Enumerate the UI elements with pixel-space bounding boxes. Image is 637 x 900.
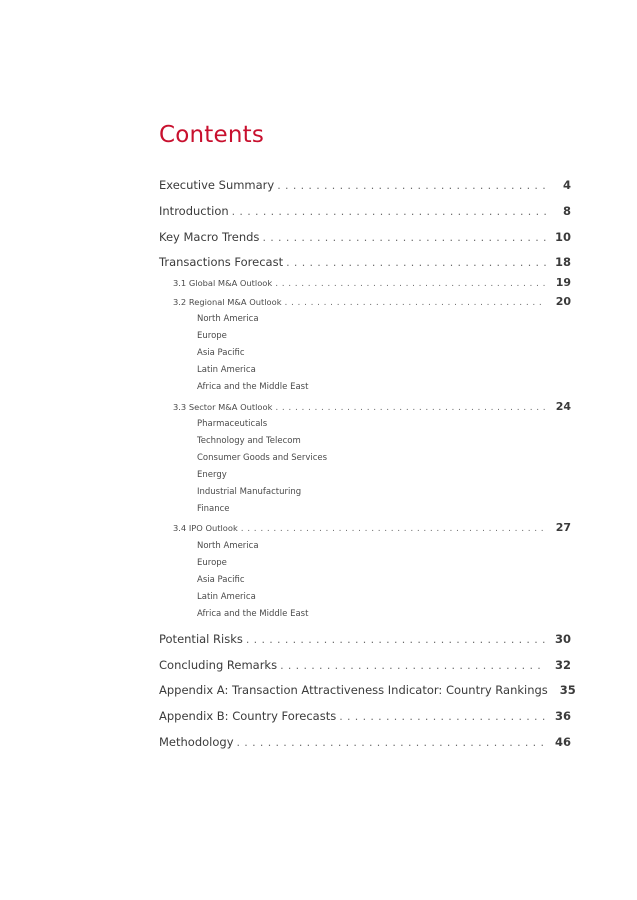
toc-subitem: Europe xyxy=(197,558,227,568)
dot-leader xyxy=(275,279,546,289)
toc-entry-appendix-b[interactable] xyxy=(159,709,571,729)
toc-subitem: Industrial Manufacturing xyxy=(197,487,302,497)
toc-subitem: Asia Pacific xyxy=(197,575,245,585)
toc-entry-global-ma-outlook[interactable] xyxy=(173,276,571,296)
toc-page-number: 18 xyxy=(554,255,571,269)
toc-entry-key-macro-trends[interactable] xyxy=(159,230,571,250)
toc-entry-title: 3.1 Global M&A Outlook xyxy=(173,278,273,288)
toc-subitem: Energy xyxy=(197,470,227,480)
toc-page-number: 35 xyxy=(559,683,576,697)
dot-leader xyxy=(285,298,546,308)
toc-entry-title: Transactions Forecast xyxy=(159,255,284,269)
toc-entry-title: 3.4 IPO Outlook xyxy=(173,523,238,533)
toc-page-number: 46 xyxy=(554,735,571,749)
toc-page-number: 27 xyxy=(555,521,571,534)
toc-entry-title: 3.3 Sector M&A Outlook xyxy=(173,402,273,412)
toc-entry-title: Potential Risks xyxy=(159,632,243,646)
toc-entry-transactions-forecast[interactable] xyxy=(159,255,571,275)
dot-leader xyxy=(339,710,546,723)
dot-leader xyxy=(275,403,546,413)
toc-entry-title: Key Macro Trends xyxy=(159,230,260,244)
toc-subitem: Technology and Telecom xyxy=(197,436,301,446)
toc-page-number: 10 xyxy=(554,230,571,244)
toc-entry-methodology[interactable] xyxy=(159,735,571,755)
toc-entry-title: Methodology xyxy=(159,735,234,749)
toc-entry-title: Introduction xyxy=(159,204,229,218)
toc-subitem: Europe xyxy=(197,331,227,341)
dot-leader xyxy=(241,524,546,534)
toc-subitem: Asia Pacific xyxy=(197,348,245,358)
toc-page-number: 19 xyxy=(555,276,571,289)
toc-page-number: 32 xyxy=(554,658,571,672)
dot-leader xyxy=(286,256,546,269)
toc-entry-potential-risks[interactable] xyxy=(159,632,571,652)
dot-leader xyxy=(246,633,546,646)
page-title: Contents xyxy=(159,122,265,148)
toc-page-number: 8 xyxy=(562,204,571,218)
toc-entry-title: Concluding Remarks xyxy=(159,658,278,672)
toc-entry-executive-summary[interactable] xyxy=(159,178,571,198)
toc-subitem: Latin America xyxy=(197,592,256,602)
toc-entry-concluding-remarks[interactable] xyxy=(159,658,571,678)
dot-leader xyxy=(237,736,546,749)
dot-leader xyxy=(232,205,546,218)
toc-subitem: Finance xyxy=(197,504,230,514)
dot-leader xyxy=(280,659,546,672)
dot-leader xyxy=(262,231,546,244)
toc-subitem: North America xyxy=(197,541,259,551)
toc-entry-title: 3.2 Regional M&A Outlook xyxy=(173,297,282,307)
toc-subitem: Consumer Goods and Services xyxy=(197,453,328,463)
toc-subitem: Africa and the Middle East xyxy=(197,382,309,392)
toc-subitem: North America xyxy=(197,314,259,324)
toc-entry-sector-ma-outlook[interactable] xyxy=(173,400,571,420)
toc-page-number: 36 xyxy=(554,709,571,723)
toc-entry-title: Appendix A: Transaction Attractiveness Indicator: Country Rankings xyxy=(159,683,548,697)
toc-page-number: 24 xyxy=(555,400,571,413)
toc-page-number: 4 xyxy=(562,178,571,192)
toc-subitem: Pharmaceuticals xyxy=(197,419,268,429)
toc-subitem: Latin America xyxy=(197,365,256,375)
toc-subitem: Africa and the Middle East xyxy=(197,609,309,619)
toc-entry-title: Executive Summary xyxy=(159,178,275,192)
toc-page-number: 20 xyxy=(555,295,571,308)
toc-page-number: 30 xyxy=(554,632,571,646)
toc-entry-regional-ma-outlook[interactable] xyxy=(173,295,571,315)
toc-entry-ipo-outlook[interactable] xyxy=(173,521,571,541)
toc-entry-introduction[interactable] xyxy=(159,204,571,224)
dot-leader xyxy=(277,179,546,192)
toc-entry-title: Appendix B: Country Forecasts xyxy=(159,709,337,723)
toc-entry-appendix-a[interactable] xyxy=(159,683,576,703)
